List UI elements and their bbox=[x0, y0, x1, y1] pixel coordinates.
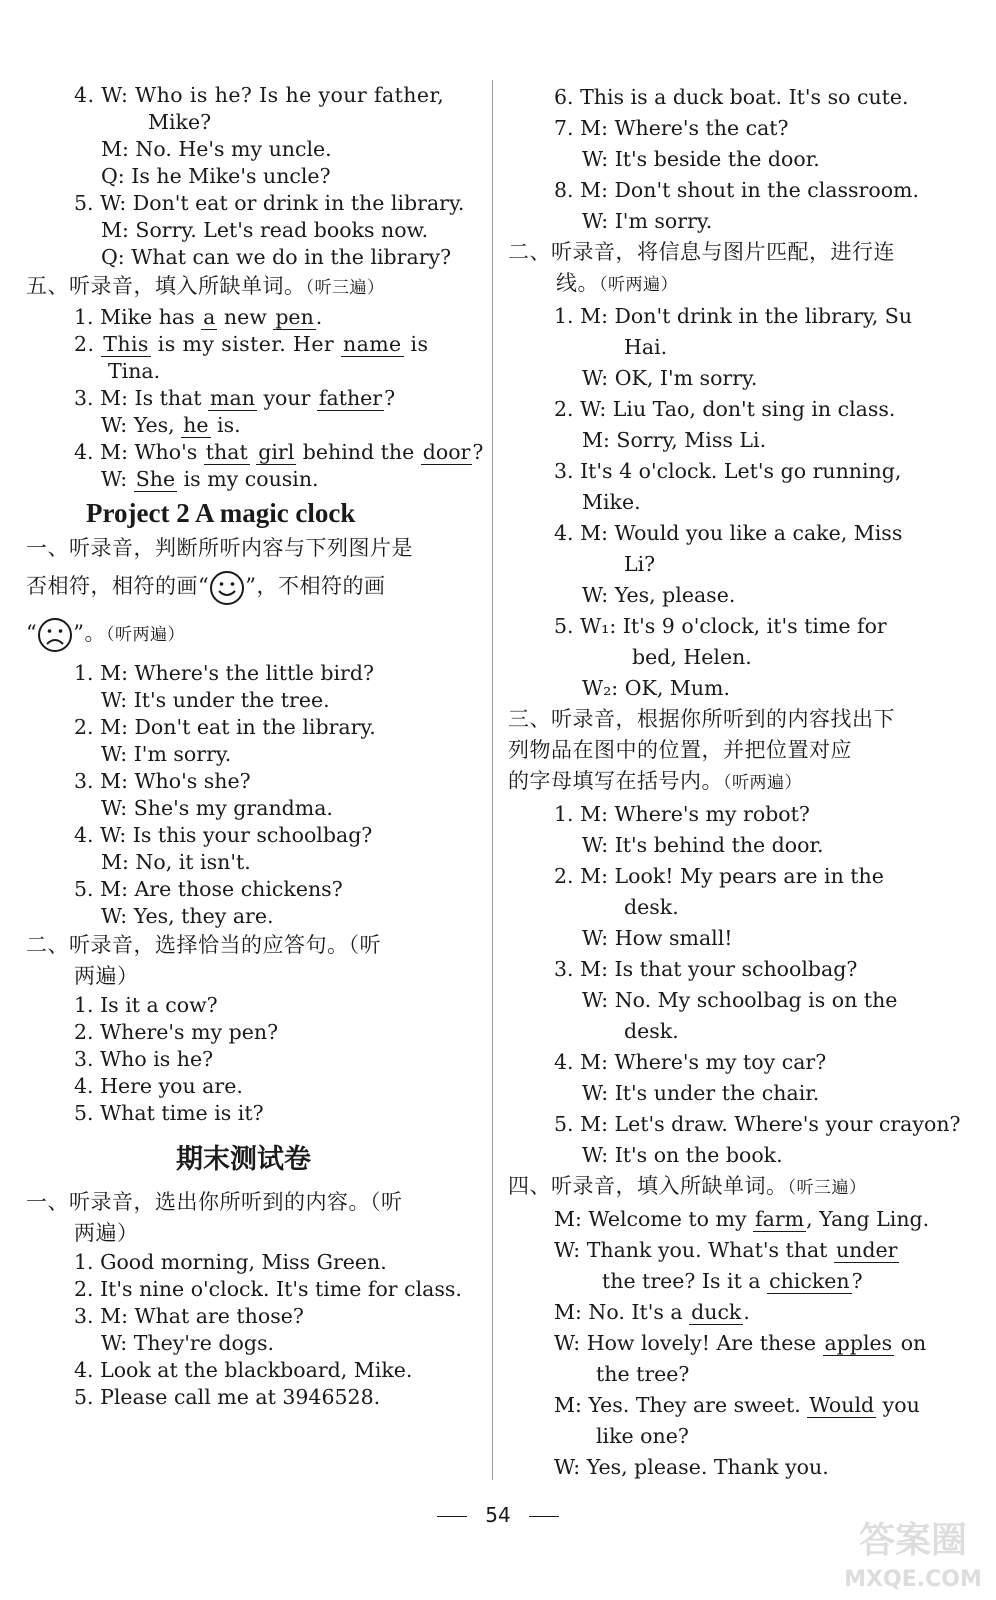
fill-line: the tree? bbox=[596, 1362, 690, 1386]
dialog-line: 5. What time is it? bbox=[74, 1101, 264, 1125]
page-number-dash bbox=[529, 1516, 559, 1517]
section-heading: 列物品在图中的位置，并把位置对应 bbox=[508, 738, 852, 762]
fill-line: 1. Mike has a new pen. bbox=[74, 305, 323, 329]
dialog-line: M: Sorry, Miss Li. bbox=[582, 428, 767, 452]
final-test-title: 期末测试卷 bbox=[176, 1144, 311, 1174]
project-title: Project 2 A magic clock bbox=[86, 498, 356, 528]
blank-answer: pen bbox=[275, 305, 314, 329]
dialog-line: 4. W: Who is he? Is he your father, bbox=[74, 83, 445, 107]
blank-answer: Would bbox=[809, 1393, 875, 1417]
dialog-line: 4. W: Is this your schoolbag? bbox=[74, 823, 373, 847]
fill-line: the tree? Is it a chicken? bbox=[602, 1269, 863, 1293]
dialog-line: Li? bbox=[624, 552, 656, 576]
fill-line: 2. This is my sister. Her name is bbox=[74, 332, 429, 356]
fill-line: like one? bbox=[596, 1424, 689, 1448]
section-heading: 一、听录音，选出你所听到的内容。（听 bbox=[26, 1190, 403, 1214]
fill-line: W: Thank you. What's that under bbox=[554, 1238, 898, 1262]
blank-answer: chicken bbox=[769, 1269, 850, 1293]
blank-answer: duck bbox=[691, 1300, 742, 1324]
dialog-line: 3. It's 4 o'clock. Let's go running, bbox=[554, 459, 902, 483]
dialog-line: 5. Please call me at 3946528. bbox=[74, 1385, 381, 1409]
blank-answer: under bbox=[835, 1238, 898, 1262]
dialog-line: W: They're dogs. bbox=[101, 1331, 275, 1355]
blank-answer: father bbox=[318, 386, 383, 410]
blank-answer: apples bbox=[824, 1331, 893, 1355]
dialog-line: 2. W: Liu Tao, don't sing in class. bbox=[554, 397, 896, 421]
section-heading: 二、听录音，将信息与图片匹配，进行连 bbox=[508, 240, 895, 264]
dialog-line: 6. This is a duck boat. It's so cute. bbox=[554, 85, 909, 109]
dialog-line: W: It's under the tree. bbox=[101, 688, 330, 712]
dialog-line: W: It's behind the door. bbox=[582, 833, 824, 857]
blank-answer: he bbox=[183, 413, 209, 437]
dialog-line: 2. M: Look! My pears are in the bbox=[554, 864, 884, 888]
dialog-line: 8. M: Don't shout in the classroom. bbox=[554, 178, 919, 202]
blank-answer: name bbox=[342, 332, 402, 356]
dialog-line: M: No, it isn't. bbox=[101, 850, 251, 874]
section-heading: 两遍） bbox=[74, 964, 139, 988]
section-heading: 两遍） bbox=[74, 1221, 139, 1245]
dialog-line: 4. Look at the blackboard, Mike. bbox=[74, 1358, 413, 1382]
dialog-line: 5. M: Let's draw. Where's your crayon? bbox=[554, 1112, 961, 1136]
fill-line: M: Welcome to my farm, Yang Ling. bbox=[554, 1207, 930, 1231]
dialog-line: W: Yes, please. bbox=[582, 583, 736, 607]
right-column bbox=[508, 82, 970, 1483]
fill-line: W: Yes, he is. bbox=[101, 413, 241, 437]
dialog-line: 3. M: Who's she? bbox=[74, 769, 251, 793]
dialog-line: W: I'm sorry. bbox=[101, 742, 232, 766]
section-heading: 四、听录音，填入所缺单词。（听三遍） bbox=[508, 1174, 867, 1198]
dialog-line: W: No. My schoolbag is on the bbox=[582, 988, 898, 1012]
dialog-line: 3. M: Is that your schoolbag? bbox=[554, 957, 858, 981]
section-heading: 一、听录音，判断所听内容与下列图片是 bbox=[26, 536, 413, 560]
smiley-face-icon bbox=[209, 570, 245, 606]
fill-line: 4. M: Who's that girl behind the door? bbox=[74, 440, 484, 464]
dialog-line: W₂: OK, Mum. bbox=[582, 676, 731, 700]
fill-line: W: She is my cousin. bbox=[101, 467, 319, 491]
dialog-line: W: It's under the chair. bbox=[582, 1081, 820, 1105]
dialog-line: 7. M: Where's the cat? bbox=[554, 116, 789, 140]
dialog-line: W: I'm sorry. bbox=[582, 209, 713, 233]
dialog-line: 4. Here you are. bbox=[74, 1074, 243, 1098]
dialog-line: Mike. bbox=[582, 490, 641, 514]
fill-line: W: Yes, please. Thank you. bbox=[554, 1455, 829, 1479]
dialog-line: 1. M: Where's the little bird? bbox=[74, 661, 374, 685]
dialog-line: Mike? bbox=[148, 110, 212, 134]
watermark-text-top: 答案圈 bbox=[858, 1520, 968, 1561]
dialog-line: 4. M: Would you like a cake, Miss bbox=[554, 521, 903, 545]
blank-answer: farm bbox=[755, 1207, 805, 1231]
fill-line: M: No. It's a duck. bbox=[554, 1300, 750, 1324]
watermark-logo bbox=[838, 1512, 988, 1594]
dialog-line: 1. Is it a cow? bbox=[74, 993, 218, 1017]
page-number: 54 bbox=[0, 1500, 996, 1530]
blank-answer: a bbox=[203, 305, 216, 329]
frowny-face-icon bbox=[37, 617, 73, 653]
section-heading: 否相符，相符的画“ ”，不相符的画 bbox=[26, 564, 492, 608]
dialog-line: 5. W₁: It's 9 o'clock, it's time for bbox=[554, 614, 887, 638]
fill-line: M: Yes. They are sweet. Would you bbox=[554, 1393, 920, 1417]
dialog-line: desk. bbox=[624, 895, 679, 919]
dialog-line: 4. M: Where's my toy car? bbox=[554, 1050, 827, 1074]
section-heading: 的字母填写在括号内。（听两遍） bbox=[508, 769, 802, 793]
dialog-line: Q: What can we do in the library? bbox=[101, 245, 452, 269]
section-heading: 三、听录音，根据你所听到的内容找出下 bbox=[508, 707, 895, 731]
fill-line: Tina. bbox=[108, 359, 161, 383]
page-number-dash bbox=[437, 1516, 467, 1517]
fill-line: W: How lovely! Are these apples on bbox=[554, 1331, 927, 1355]
dialog-line: 1. M: Don't drink in the library, Su bbox=[554, 304, 913, 328]
dialog-line: W: She's my grandma. bbox=[101, 796, 333, 820]
dialog-line: 2. It's nine o'clock. It's time for class. bbox=[74, 1277, 462, 1301]
dialog-line: 3. M: What are those? bbox=[74, 1304, 304, 1328]
dialog-line: M: Sorry. Let's read books now. bbox=[101, 218, 429, 242]
dialog-line: Q: Is he Mike's uncle? bbox=[101, 164, 331, 188]
watermark-text-bottom: MXQE.COM bbox=[844, 1567, 982, 1592]
dialog-line: 1. M: Where's my robot? bbox=[554, 802, 810, 826]
dialog-line: M: No. He's my uncle. bbox=[101, 137, 332, 161]
dialog-line: W: OK, I'm sorry. bbox=[582, 366, 758, 390]
dialog-line: 1. Good morning, Miss Green. bbox=[74, 1250, 387, 1274]
section-heading: “ ”。（听两遍） bbox=[26, 608, 492, 660]
fill-line: 3. M: Is that man your father? bbox=[74, 386, 396, 410]
dialog-line: W: Yes, they are. bbox=[101, 904, 274, 928]
dialog-line: 2. Where's my pen? bbox=[74, 1020, 279, 1044]
blank-answer: This bbox=[103, 332, 149, 356]
blank-answer: that bbox=[205, 440, 248, 464]
dialog-line: 5. M: Are those chickens? bbox=[74, 877, 343, 901]
dialog-line: 2. M: Don't eat in the library. bbox=[74, 715, 376, 739]
dialog-line: bed, Helen. bbox=[632, 645, 752, 669]
section-heading: 线。（听两遍） bbox=[556, 271, 678, 295]
dialog-line: Hai. bbox=[624, 335, 668, 359]
section-heading: 二、听录音，选择恰当的应答句。（听 bbox=[26, 933, 381, 957]
dialog-line: desk. bbox=[624, 1019, 679, 1043]
blank-answer: door bbox=[422, 440, 471, 464]
blank-answer: She bbox=[135, 467, 176, 491]
dialog-line: 3. Who is he? bbox=[74, 1047, 214, 1071]
section-heading: 五、听录音，填入所缺单词。（听三遍） bbox=[26, 274, 385, 298]
dialog-line: W: How small! bbox=[582, 926, 733, 950]
dialog-line: W: It's on the book. bbox=[582, 1143, 783, 1167]
blank-answer: man bbox=[210, 386, 255, 410]
left-column bbox=[26, 82, 492, 1411]
blank-answer: girl bbox=[258, 440, 295, 464]
dialog-line: 5. W: Don't eat or drink in the library. bbox=[74, 191, 465, 215]
column-divider bbox=[492, 80, 493, 1480]
dialog-line: W: It's beside the door. bbox=[582, 147, 820, 171]
